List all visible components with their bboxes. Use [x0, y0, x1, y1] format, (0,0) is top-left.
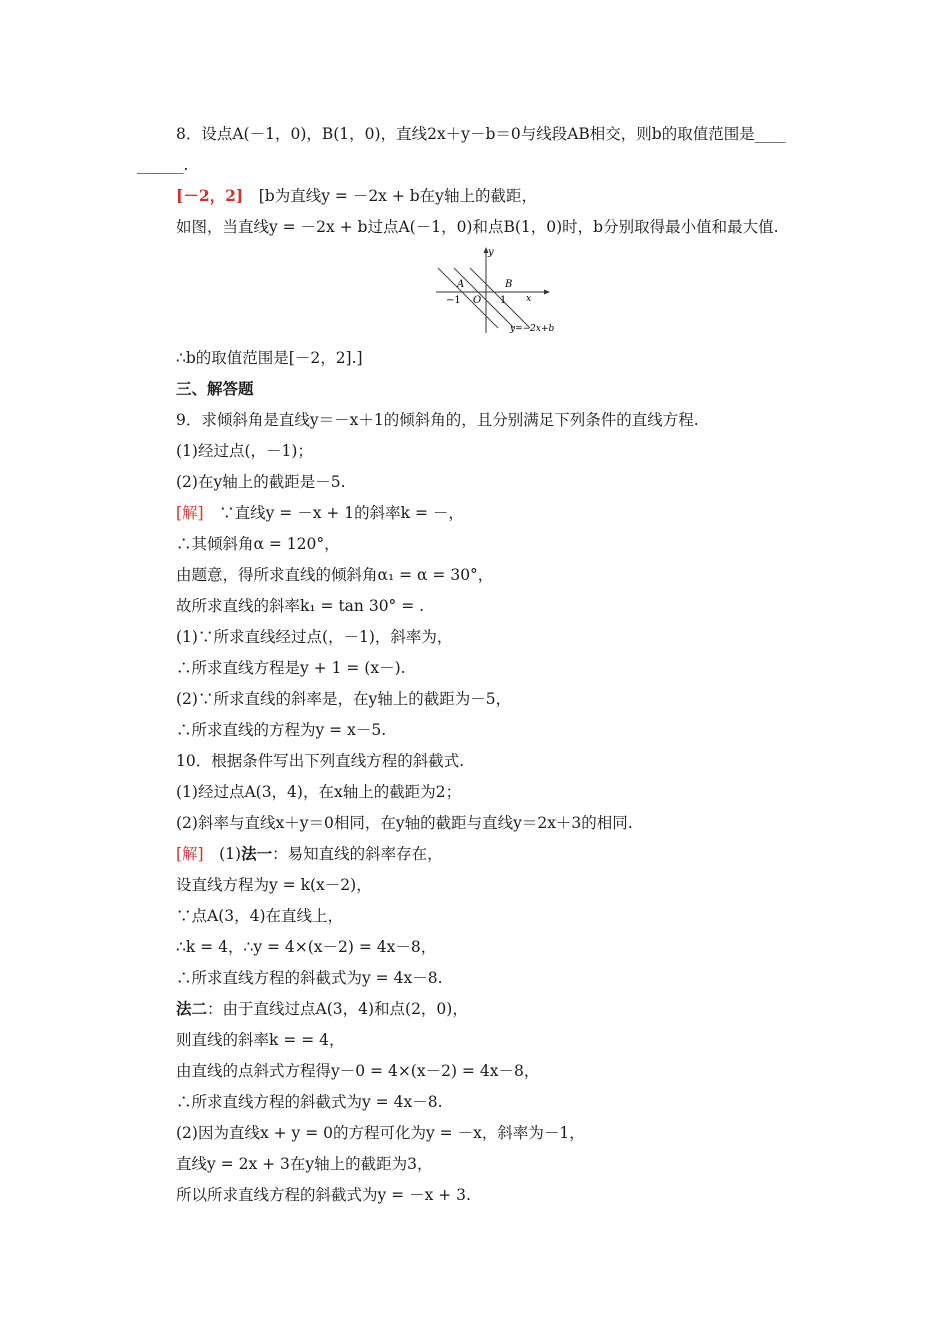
solution-tag: [解] [176, 845, 204, 863]
solution-10-line-9: ∴所求直线方程的斜截式为y = 4x－8. [176, 1093, 443, 1111]
method-one-label: 法一 [241, 844, 273, 863]
solution-10-line-11: 直线y = 2x + 3在y轴上的截距为3， [176, 1155, 433, 1173]
solution-10-line-4: ∴k = 4，∴y = 4×(x－2) = 4x－8， [176, 938, 437, 956]
answer-8-explanation: [b为直线y = －2x + b在y轴上的截距， [243, 187, 537, 205]
solution-10-line-1-text: ：易知直线的斜率存在， [272, 845, 443, 863]
tick-label-neg1: −1 [446, 295, 461, 306]
solution-9-line-8: ∴所求直线的方程为y = x－5. [176, 721, 387, 739]
line-equation-label: y=−2x+b [510, 324, 555, 334]
answer-blank: ______. [137, 156, 189, 174]
solution-10-line-6 [176, 999, 468, 1019]
answer-8-line [176, 186, 537, 206]
solution-10-line-6-text: ：由于直线过点A(3，4)和点(2，0)， [207, 1000, 468, 1018]
solution-9-line-3: 由题意，得所求直线的倾斜角α₁ = α = 30°， [176, 566, 494, 584]
solution-10-line-8: 由直线的点斜式方程得y－0 = 4×(x－2) = 4x－8， [176, 1062, 540, 1080]
solution-9-line-5: (1)∵所求直线经过点(，－1)，斜率为， [176, 628, 453, 646]
solution-8-conclusion: ∴b的取值范围是[－2，2].] [176, 349, 363, 367]
solution-9-line-7: (2)∵所求直线的斜率是，在y轴上的截距为－5， [176, 690, 512, 708]
solution-9-line-4: 故所求直线的斜率k₁ = tan 30° = . [176, 597, 425, 615]
point-B-label: B [505, 279, 513, 290]
question-9-part-2: (2)在y轴上的截距是－5. [176, 473, 346, 491]
question-8-text: 8．设点A(－1，0)，B(1，0)，直线2x＋y－b＝0与线段AB相交，则b的取值范围是____ [176, 125, 786, 143]
line-intercept-figure [432, 245, 562, 337]
solution-tag: [解] [176, 504, 204, 522]
point-A-label: A [457, 279, 465, 290]
x-axis-label: x [526, 294, 532, 304]
solution-10-line-5: ∴所求直线方程的斜截式为y = 4x－8. [176, 969, 443, 987]
solution-9-line-1-text: ∵直线y = －x + 1的斜率k = －， [203, 504, 464, 522]
question-10-text: 10．根据条件写出下列直线方程的斜截式. [176, 752, 465, 770]
solution-9-line-2: ∴其倾斜角α = 120°， [176, 535, 340, 553]
question-10-part-2: (2)斜率与直线x＋y＝0相同，在y轴的截距与直线y＝2x＋3的相同. [176, 814, 633, 832]
tick-label-1: 1 [500, 295, 507, 306]
question-9-text: 9．求倾斜角是直线y＝－x＋1的倾斜角的，且分别满足下列条件的直线方程. [176, 411, 699, 429]
question-10-part-1: (1)经过点A(3，4)，在x轴上的截距为2； [176, 783, 462, 801]
y-axis-label: y [488, 247, 494, 258]
answer-8-value: [－2，2] [176, 186, 244, 205]
solution-8-line-2: 如图，当直线y = －2x + b过点A(－1，0)和点B(1，0)时，b分别取得最小值和最大值. [176, 218, 779, 236]
method-two-label: 法二 [176, 999, 208, 1018]
solution-10-line-2: 设直线方程为y = k(x－2)， [176, 876, 372, 894]
solution-9-line-1 [176, 503, 464, 523]
x-axis-arrow [544, 290, 550, 295]
section-heading: 三、解答题 [176, 379, 254, 398]
solution-10-line-12: 所以所求直线方程的斜截式为y = －x + 3. [176, 1186, 471, 1204]
origin-label: O [473, 295, 482, 306]
solution-10-line-1 [176, 844, 443, 864]
solution-9-line-6: ∴所求直线方程是y + 1 = (x－). [176, 659, 406, 677]
solution-10-line-10: (2)因为直线x + y = 0的方程可化为y = －x，斜率为－1， [176, 1124, 585, 1142]
question-9-part-1: (1)经过点(，－1)； [176, 442, 313, 460]
solution-10-line-3: ∵点A(3，4)在直线上， [176, 907, 344, 925]
solution-10-part-label: (1) [203, 845, 242, 863]
solution-10-line-7: 则直线的斜率k = = 4， [176, 1031, 345, 1049]
